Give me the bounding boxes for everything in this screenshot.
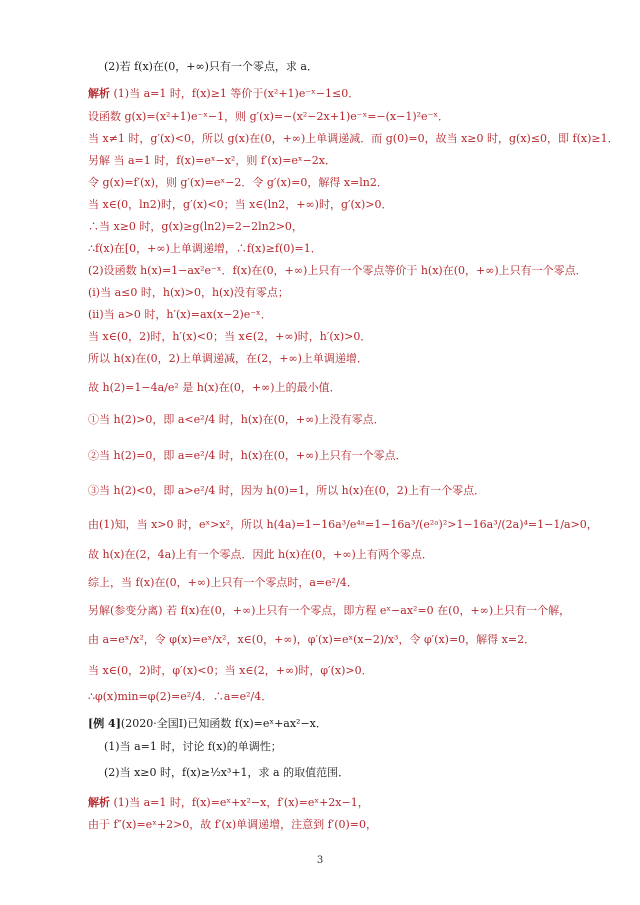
solution-line: ∴φ(x)min=φ(2)=e²/4．∴a=e²/4．	[88, 690, 273, 703]
page-number: 3	[316, 855, 324, 866]
solution-line: 另解 当 a=1 时，f(x)=eˣ−x²，则 f′(x)=eˣ−2x．	[88, 154, 336, 167]
solution-line: 当 x≠1 时，g′(x)<0，所以 g(x)在(0，+∞)上单调递减．而 g(0)=0，故当 x≥0 时，g(x)≤0，即 f(x)≥1．	[88, 132, 619, 145]
solution-line: 由(1)知，当 x>0 时，eˣ>x²，所以 h(4a)=1−16a³/e⁴ᵃ=1−16a³/(e²ᵃ)²>1−16a³/(2a)⁴=1−1/a>0，	[88, 518, 598, 531]
solution-line: 所以 h(x)在(0，2)上单调递减，在(2，+∞)上单调递增．	[88, 352, 368, 365]
solution-line: (i)当 a≤0 时，h(x)>0，h(x)没有零点；	[88, 286, 289, 299]
question-part-2: (2)当 x≥0 时，f(x)≥½x³+1，求 a 的取值范围．	[104, 766, 350, 779]
solution-line: 由于 f″(x)=eˣ+2>0，故 f′(x)单调递增，注意到 f′(0)=0，	[88, 818, 377, 831]
solution-line: ②当 h(2)=0，即 a=e²/4 时，h(x)在(0，+∞)上只有一个零点．	[88, 449, 407, 462]
solution-line: 故 h(2)=1−4a/e² 是 h(x)在(0，+∞)上的最小值．	[88, 381, 341, 394]
example-label: [例 4]	[88, 717, 121, 730]
question-part-2: (2)若 f(x)在(0，+∞)只有一个零点，求 a．	[104, 60, 318, 73]
solution-line: 当 x∈(0，2)时，h′(x)<0；当 x∈(2，+∞)时，h′(x)>0．	[88, 330, 372, 343]
solution-line: 当 x∈(0，2)时，φ′(x)<0；当 x∈(2，+∞)时，φ′(x)>0．	[88, 664, 373, 677]
solution-line: 解析 (1)当 a=1 时，f(x)=eˣ+x²−x，f′(x)=eˣ+2x−1，	[88, 796, 369, 809]
solution-line: 故 h(x)在(2，4a)上有一个零点．因此 h(x)在(0，+∞)上有两个零点．	[88, 548, 433, 561]
solution-label: 解析	[88, 87, 110, 100]
solution-line: (ii)当 a>0 时，h′(x)=ax(x−2)e⁻ˣ．	[88, 308, 272, 321]
solution-line: ∴f(x)在[0，+∞)上单调递增，∴f(x)≥f(0)=1．	[88, 242, 322, 255]
solution-line: (2)设函数 h(x)=1−ax²e⁻ˣ．f(x)在(0，+∞)上只有一个零点等价于 h(x)在(0，+∞)上只有一个零点．	[88, 264, 587, 277]
example-heading: [例 4](2020·全国Ⅰ)已知函数 f(x)=eˣ+ax²−x．	[88, 717, 327, 730]
solution-line: ∴当 x≥0 时，g(x)≥g(ln2)=2−2ln2>0，	[88, 220, 303, 233]
solution-line: ①当 h(2)>0，即 a<e²/4 时，h(x)在(0，+∞)上没有零点．	[88, 413, 385, 426]
solution-line: 另解(参变分离) 若 f(x)在(0，+∞)上只有一个零点，即方程 eˣ−ax²=0 在(0，+∞)上只有一个解，	[88, 604, 571, 617]
solution-line: 令 g(x)=f′(x)，则 g′(x)=eˣ−2．令 g′(x)=0，解得 x=ln2．	[88, 176, 388, 189]
solution-line: 当 x∈(0，ln2)时，g′(x)<0；当 x∈(ln2，+∞)时，g′(x)>0．	[88, 198, 393, 211]
solution-line: ③当 h(2)<0，即 a>e²/4 时，因为 h(0)=1，所以 h(x)在(0，2)上有一个零点．	[88, 484, 486, 497]
question-part-1: (1)当 a=1 时，讨论 f(x)的单调性；	[104, 740, 282, 753]
solution-label: 解析	[88, 796, 110, 809]
solution-line: 综上，当 f(x)在(0，+∞)上只有一个零点时，a=e²/4．	[88, 576, 358, 589]
solution-line: 由 a=eˣ/x²，令 φ(x)=eˣ/x²，x∈(0，+∞)，φ′(x)=eˣ(x−2)/x³，令 φ′(x)=0，解得 x=2．	[88, 633, 536, 646]
solution-line: 设函数 g(x)=(x²+1)e⁻ˣ−1，则 g′(x)=−(x²−2x+1)e⁻ˣ=−(x−1)²e⁻ˣ．	[88, 110, 450, 123]
solution-line: 解析 (1)当 a=1 时，f(x)≥1 等价于(x²+1)e⁻ˣ−1≤0．	[88, 87, 360, 100]
